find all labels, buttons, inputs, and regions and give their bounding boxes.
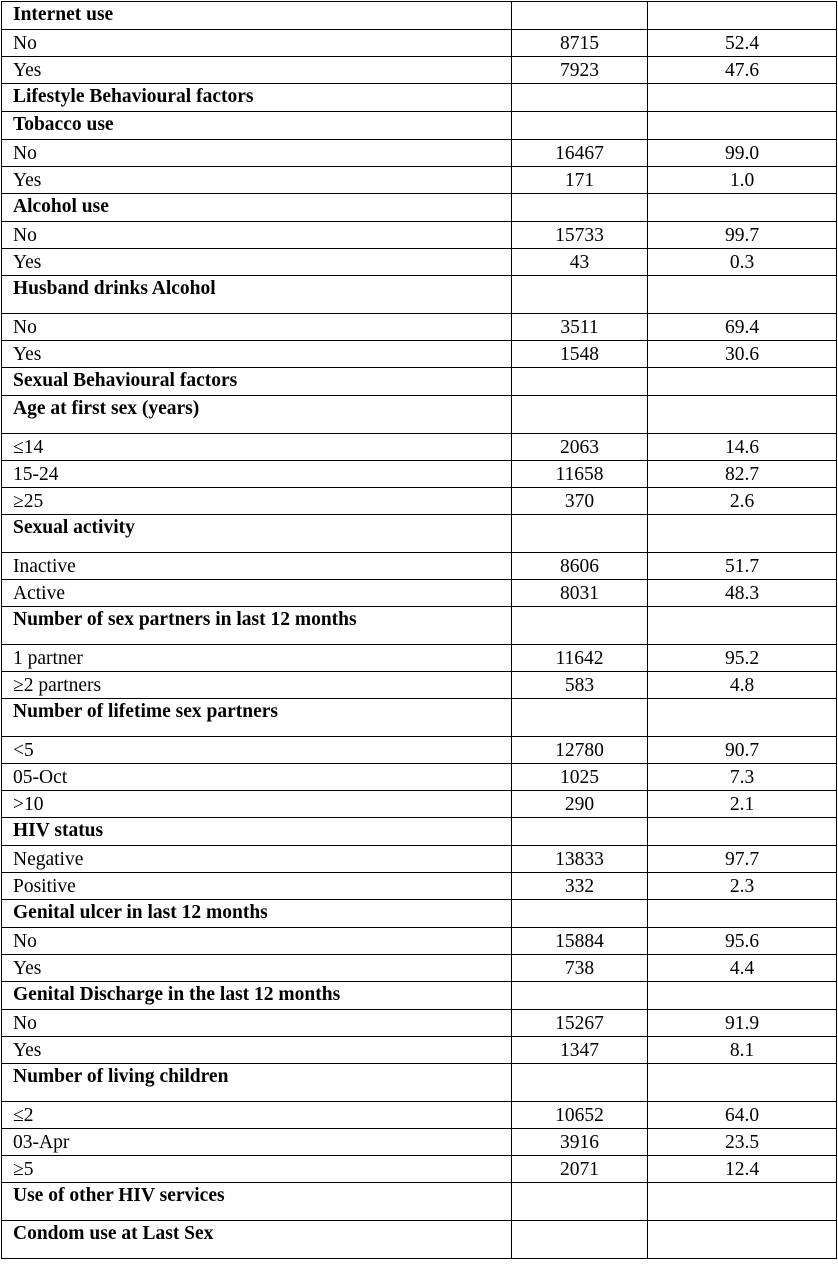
- table-row: [2, 764, 837, 791]
- count-cell: 3916: [512, 1129, 648, 1156]
- table-row: [2, 1010, 837, 1037]
- percent-cell: [648, 982, 837, 1010]
- count-cell: 332: [512, 873, 648, 900]
- percent-cell: 95.6: [648, 928, 837, 955]
- table-row: [2, 846, 837, 873]
- section-header-row: [2, 1183, 837, 1221]
- count-cell: 43: [512, 249, 648, 276]
- row-label: Yes: [2, 955, 512, 982]
- percent-cell: [648, 900, 837, 928]
- section-header-row: [2, 699, 837, 737]
- percent-cell: [648, 1064, 837, 1102]
- count-cell: 13833: [512, 846, 648, 873]
- table-row: [2, 1156, 837, 1183]
- count-cell: [512, 515, 648, 553]
- section-header-label: Sexual activity: [2, 515, 512, 553]
- section-header-row: [2, 607, 837, 645]
- section-header-label: Tobacco use: [2, 112, 512, 140]
- section-header-row: [2, 515, 837, 553]
- row-label: 15-24: [2, 461, 512, 488]
- table-row: [2, 791, 837, 818]
- section-header-row: [2, 900, 837, 928]
- count-cell: 8715: [512, 30, 648, 57]
- section-header-label: Sexual Behavioural factors: [2, 368, 512, 396]
- percent-cell: 7.3: [648, 764, 837, 791]
- row-label: <5: [2, 737, 512, 764]
- count-cell: 1347: [512, 1037, 648, 1064]
- count-cell: 15884: [512, 928, 648, 955]
- count-cell: 16467: [512, 140, 648, 167]
- table-row: [2, 488, 837, 515]
- count-cell: 12780: [512, 737, 648, 764]
- section-header-label: Number of living children: [2, 1064, 512, 1102]
- table-row: [2, 580, 837, 607]
- row-label: No: [2, 140, 512, 167]
- table-row: [2, 341, 837, 368]
- percent-cell: 2.3: [648, 873, 837, 900]
- count-cell: [512, 699, 648, 737]
- count-cell: 7923: [512, 57, 648, 84]
- row-label: 05-Oct: [2, 764, 512, 791]
- table-row: [2, 737, 837, 764]
- section-header-label: Number of sex partners in last 12 months: [2, 607, 512, 645]
- percent-cell: 2.6: [648, 488, 837, 515]
- percent-cell: 48.3: [648, 580, 837, 607]
- row-label: 1 partner: [2, 645, 512, 672]
- count-cell: 370: [512, 488, 648, 515]
- percent-cell: 23.5: [648, 1129, 837, 1156]
- section-header-label: Genital Discharge in the last 12 months: [2, 982, 512, 1010]
- row-label: >10: [2, 791, 512, 818]
- percent-cell: 1.0: [648, 167, 837, 194]
- count-cell: 583: [512, 672, 648, 699]
- table-row: [2, 1102, 837, 1129]
- row-label: ≤2: [2, 1102, 512, 1129]
- count-cell: [512, 368, 648, 396]
- table-row: [2, 434, 837, 461]
- count-cell: 2071: [512, 1156, 648, 1183]
- section-header-label: Husband drinks Alcohol: [2, 276, 512, 314]
- table-body: [2, 2, 837, 1259]
- section-header-row: [2, 84, 837, 112]
- count-cell: 15733: [512, 222, 648, 249]
- section-header-label: Condom use at Last Sex: [2, 1221, 512, 1259]
- data-table: [1, 1, 837, 1259]
- row-label: Positive: [2, 873, 512, 900]
- percent-cell: [648, 368, 837, 396]
- section-header-row: [2, 396, 837, 434]
- table-row: [2, 645, 837, 672]
- count-cell: 8031: [512, 580, 648, 607]
- percent-cell: [648, 194, 837, 222]
- row-label: ≤14: [2, 434, 512, 461]
- section-header-row: [2, 1221, 837, 1259]
- count-cell: [512, 982, 648, 1010]
- row-label: No: [2, 314, 512, 341]
- percent-cell: 8.1: [648, 1037, 837, 1064]
- row-label: Active: [2, 580, 512, 607]
- percent-cell: [648, 607, 837, 645]
- count-cell: [512, 84, 648, 112]
- count-cell: 738: [512, 955, 648, 982]
- section-header-label: Use of other HIV services: [2, 1183, 512, 1221]
- row-label: No: [2, 222, 512, 249]
- table-row: [2, 873, 837, 900]
- table-row: [2, 314, 837, 341]
- percent-cell: 2.1: [648, 791, 837, 818]
- section-header-row: [2, 368, 837, 396]
- section-header-row: [2, 818, 837, 846]
- table-row: [2, 672, 837, 699]
- count-cell: [512, 396, 648, 434]
- table-row: [2, 167, 837, 194]
- percent-cell: [648, 699, 837, 737]
- percent-cell: 69.4: [648, 314, 837, 341]
- percent-cell: [648, 276, 837, 314]
- count-cell: 10652: [512, 1102, 648, 1129]
- section-header-label: HIV status: [2, 818, 512, 846]
- count-cell: 1025: [512, 764, 648, 791]
- table-row: [2, 1037, 837, 1064]
- percent-cell: 95.2: [648, 645, 837, 672]
- percent-cell: [648, 2, 837, 30]
- section-header-row: [2, 112, 837, 140]
- count-cell: [512, 1221, 648, 1259]
- percent-cell: 47.6: [648, 57, 837, 84]
- count-cell: 290: [512, 791, 648, 818]
- percent-cell: 99.7: [648, 222, 837, 249]
- percent-cell: 90.7: [648, 737, 837, 764]
- table-row: [2, 1129, 837, 1156]
- count-cell: [512, 1183, 648, 1221]
- section-header-label: Age at first sex (years): [2, 396, 512, 434]
- section-header-row: [2, 276, 837, 314]
- row-label: ≥25: [2, 488, 512, 515]
- section-header-label: Lifestyle Behavioural factors: [2, 84, 512, 112]
- row-label: Yes: [2, 1037, 512, 1064]
- row-label: 03-Apr: [2, 1129, 512, 1156]
- section-header-row: [2, 1064, 837, 1102]
- section-header-row: [2, 982, 837, 1010]
- table-row: [2, 140, 837, 167]
- table-row: [2, 30, 837, 57]
- table-row: [2, 955, 837, 982]
- count-cell: 1548: [512, 341, 648, 368]
- row-label: Yes: [2, 341, 512, 368]
- row-label: Yes: [2, 57, 512, 84]
- count-cell: 2063: [512, 434, 648, 461]
- percent-cell: 97.7: [648, 846, 837, 873]
- row-label: Inactive: [2, 553, 512, 580]
- section-header-row: [2, 2, 837, 30]
- section-header-label: Genital ulcer in last 12 months: [2, 900, 512, 928]
- percent-cell: 12.4: [648, 1156, 837, 1183]
- count-cell: [512, 607, 648, 645]
- percent-cell: 64.0: [648, 1102, 837, 1129]
- row-label: No: [2, 1010, 512, 1037]
- row-label: Yes: [2, 249, 512, 276]
- table-row: [2, 57, 837, 84]
- section-header-row: [2, 194, 837, 222]
- percent-cell: [648, 396, 837, 434]
- count-cell: 11658: [512, 461, 648, 488]
- count-cell: 15267: [512, 1010, 648, 1037]
- row-label: Negative: [2, 846, 512, 873]
- row-label: ≥2 partners: [2, 672, 512, 699]
- section-header-label: Number of lifetime sex partners: [2, 699, 512, 737]
- percent-cell: [648, 84, 837, 112]
- percent-cell: 99.0: [648, 140, 837, 167]
- section-header-label: Alcohol use: [2, 194, 512, 222]
- count-cell: [512, 276, 648, 314]
- percent-cell: 82.7: [648, 461, 837, 488]
- count-cell: [512, 900, 648, 928]
- percent-cell: [648, 112, 837, 140]
- percent-cell: 52.4: [648, 30, 837, 57]
- count-cell: [512, 818, 648, 846]
- count-cell: [512, 112, 648, 140]
- table-row: [2, 222, 837, 249]
- percent-cell: 91.9: [648, 1010, 837, 1037]
- count-cell: 8606: [512, 553, 648, 580]
- percent-cell: 0.3: [648, 249, 837, 276]
- percent-cell: [648, 1221, 837, 1259]
- percent-cell: [648, 515, 837, 553]
- count-cell: 3511: [512, 314, 648, 341]
- percent-cell: [648, 818, 837, 846]
- percent-cell: 51.7: [648, 553, 837, 580]
- row-label: Yes: [2, 167, 512, 194]
- count-cell: [512, 194, 648, 222]
- table-row: [2, 553, 837, 580]
- percent-cell: 4.8: [648, 672, 837, 699]
- percent-cell: 4.4: [648, 955, 837, 982]
- table-row: [2, 928, 837, 955]
- percent-cell: [648, 1183, 837, 1221]
- section-header-label: Internet use: [2, 2, 512, 30]
- percent-cell: 14.6: [648, 434, 837, 461]
- count-cell: 171: [512, 167, 648, 194]
- table-row: [2, 461, 837, 488]
- count-cell: [512, 1064, 648, 1102]
- count-cell: 11642: [512, 645, 648, 672]
- row-label: No: [2, 928, 512, 955]
- row-label: ≥5: [2, 1156, 512, 1183]
- table-row: [2, 249, 837, 276]
- count-cell: [512, 2, 648, 30]
- row-label: No: [2, 30, 512, 57]
- percent-cell: 30.6: [648, 341, 837, 368]
